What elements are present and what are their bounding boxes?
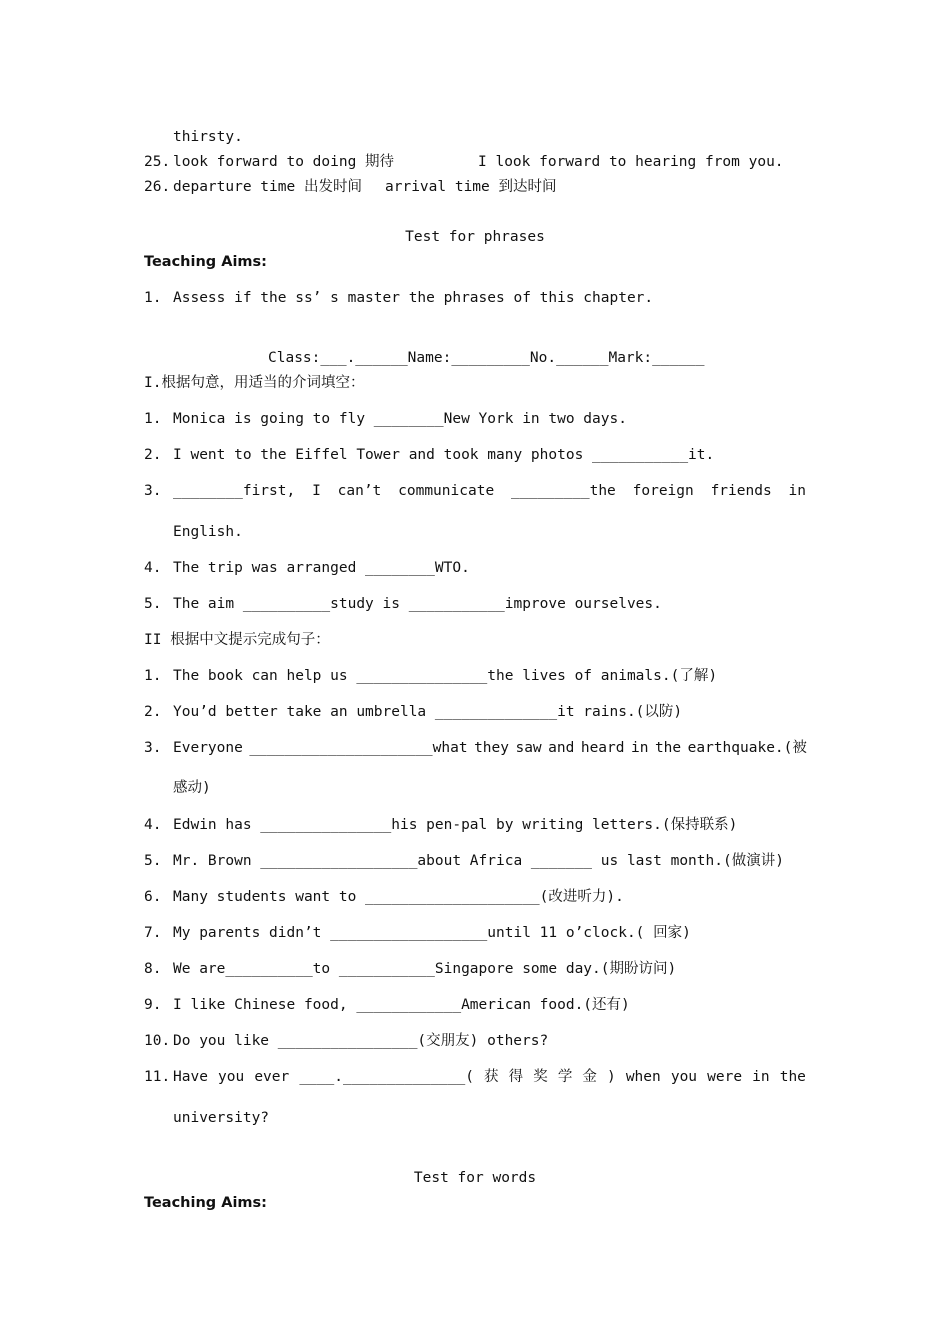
s2-q6-text: Many students want to ____________________(改进听力). (173, 889, 624, 905)
word: the (779, 1069, 806, 1085)
s2-q5-number: 5. (144, 853, 162, 869)
word: ________first, (173, 483, 296, 499)
s2-q6-number: 6. (144, 889, 162, 905)
section-2-title: II 根据中文提示完成句子： (144, 632, 330, 648)
word: heard (580, 740, 625, 756)
s2-q1-text: The book can help us _______________the lives of animals.(了解) (173, 668, 718, 684)
s2-q2-number: 2. (144, 704, 162, 720)
word: were (707, 1069, 743, 1085)
s2-q5-text: Mr. Brown __________________about Africa _______ us last month.(做演讲) (173, 853, 784, 869)
word: _________the (511, 483, 616, 499)
continuation-text: thirsty. (173, 129, 243, 145)
item-25-example: I look forward to hearing from you. (478, 154, 784, 170)
s2-q8-number: 8. (144, 961, 162, 977)
s2-q7-number: 7. (144, 925, 162, 941)
s2-q11-number: 11. (144, 1069, 171, 1085)
word: they (474, 740, 509, 756)
section-1-title: I.根据句意，用适当的介词填空： (144, 375, 365, 391)
s1-q5-text: The aim __________study is ___________improve ourselves. (173, 596, 662, 612)
item-25-number: 25. (144, 154, 171, 170)
s2-q10-number: 10. (144, 1033, 171, 1049)
word: Everyone (173, 740, 243, 756)
word: I (312, 483, 321, 499)
s2-q10-text: Do you like ________________(交朋友) others? (173, 1033, 549, 1049)
item-26-extra: arrival time 到达时间 (385, 179, 557, 195)
s1-q2-text: I went to the Eiffel Tower and took many photos ___________it. (173, 447, 715, 463)
word: earthquake.(被 (687, 740, 807, 756)
word-aims-label: Teaching Aims: (144, 1195, 267, 1211)
word: the (654, 740, 682, 756)
s2-q1-number: 1. (144, 668, 162, 684)
word: and (548, 740, 575, 756)
item-26-text: departure time 出发时间 (173, 179, 362, 195)
word: foreign (632, 483, 694, 499)
s1-q3-number: 3. (144, 483, 162, 499)
s1-q4-text: The trip was arranged ________WTO. (173, 560, 470, 576)
item-26-number: 26. (144, 179, 171, 195)
s2-q11-continuation: university? (173, 1110, 270, 1126)
s2-q3-continuation: 感动) (173, 780, 211, 796)
s1-q1-text: Monica is going to fly ________New York in two days. (173, 411, 627, 427)
word: you (670, 1069, 698, 1085)
phrase-aims-label: Teaching Aims: (144, 254, 267, 270)
word: ) (607, 1069, 616, 1085)
item-25-text: look forward to doing 期待 (173, 154, 395, 170)
word: when (625, 1069, 661, 1085)
phrase-test-title: Test for phrases (405, 229, 545, 245)
word: ever (254, 1069, 290, 1085)
word-test-title: Test for words (413, 1170, 537, 1186)
s2-q9-text: I like Chinese food, ____________American food.(还有) (173, 997, 630, 1013)
word: friends (710, 483, 772, 499)
s1-q3-continuation: English. (173, 524, 243, 540)
s1-q4-number: 4. (144, 560, 162, 576)
phrase-aim-number: 1. (144, 290, 162, 306)
word: communicate (398, 483, 495, 499)
s2-q4-text: Edwin has _______________his pen-pal by writing letters.(保持联系) (173, 817, 738, 833)
s2-q9-number: 9. (144, 997, 162, 1013)
word: in (752, 1069, 770, 1085)
word: ____.______________( (299, 1069, 474, 1085)
word: _____________________what (249, 740, 468, 756)
word: saw (515, 740, 542, 756)
word: 获 (484, 1069, 499, 1085)
s2-q7-text: My parents didn’t __________________until 11 o’clock.( 回家) (173, 925, 691, 941)
word: Have (173, 1069, 208, 1085)
word: in (788, 483, 806, 499)
s2-q4-number: 4. (144, 817, 162, 833)
phrase-aim-text: Assess if the ss’ s master the phrases of this chapter. (173, 290, 654, 306)
s2-q3-text (173, 738, 807, 758)
class-info-line: Class:___.______Name:_________No.______Mark:______ (268, 350, 705, 366)
word: in (630, 740, 649, 756)
s2-q8-text: We are__________to ___________Singapore some day.(期盼访问) (173, 961, 677, 977)
s2-q11-text (173, 1067, 806, 1087)
s1-q5-number: 5. (144, 596, 162, 612)
s2-q2-text: You’d better take an umbrella ______________it rains.(以防) (173, 704, 683, 720)
word: 金 (582, 1069, 597, 1085)
s1-q1-number: 1. (144, 411, 162, 427)
word: 奖 (533, 1069, 548, 1085)
word: 学 (557, 1069, 573, 1085)
s2-q3-number: 3. (144, 740, 162, 756)
word: can’t (337, 483, 382, 499)
s1-q3-text (173, 481, 806, 501)
word: you (218, 1069, 245, 1085)
s1-q2-number: 2. (144, 447, 162, 463)
word: 得 (508, 1069, 524, 1085)
